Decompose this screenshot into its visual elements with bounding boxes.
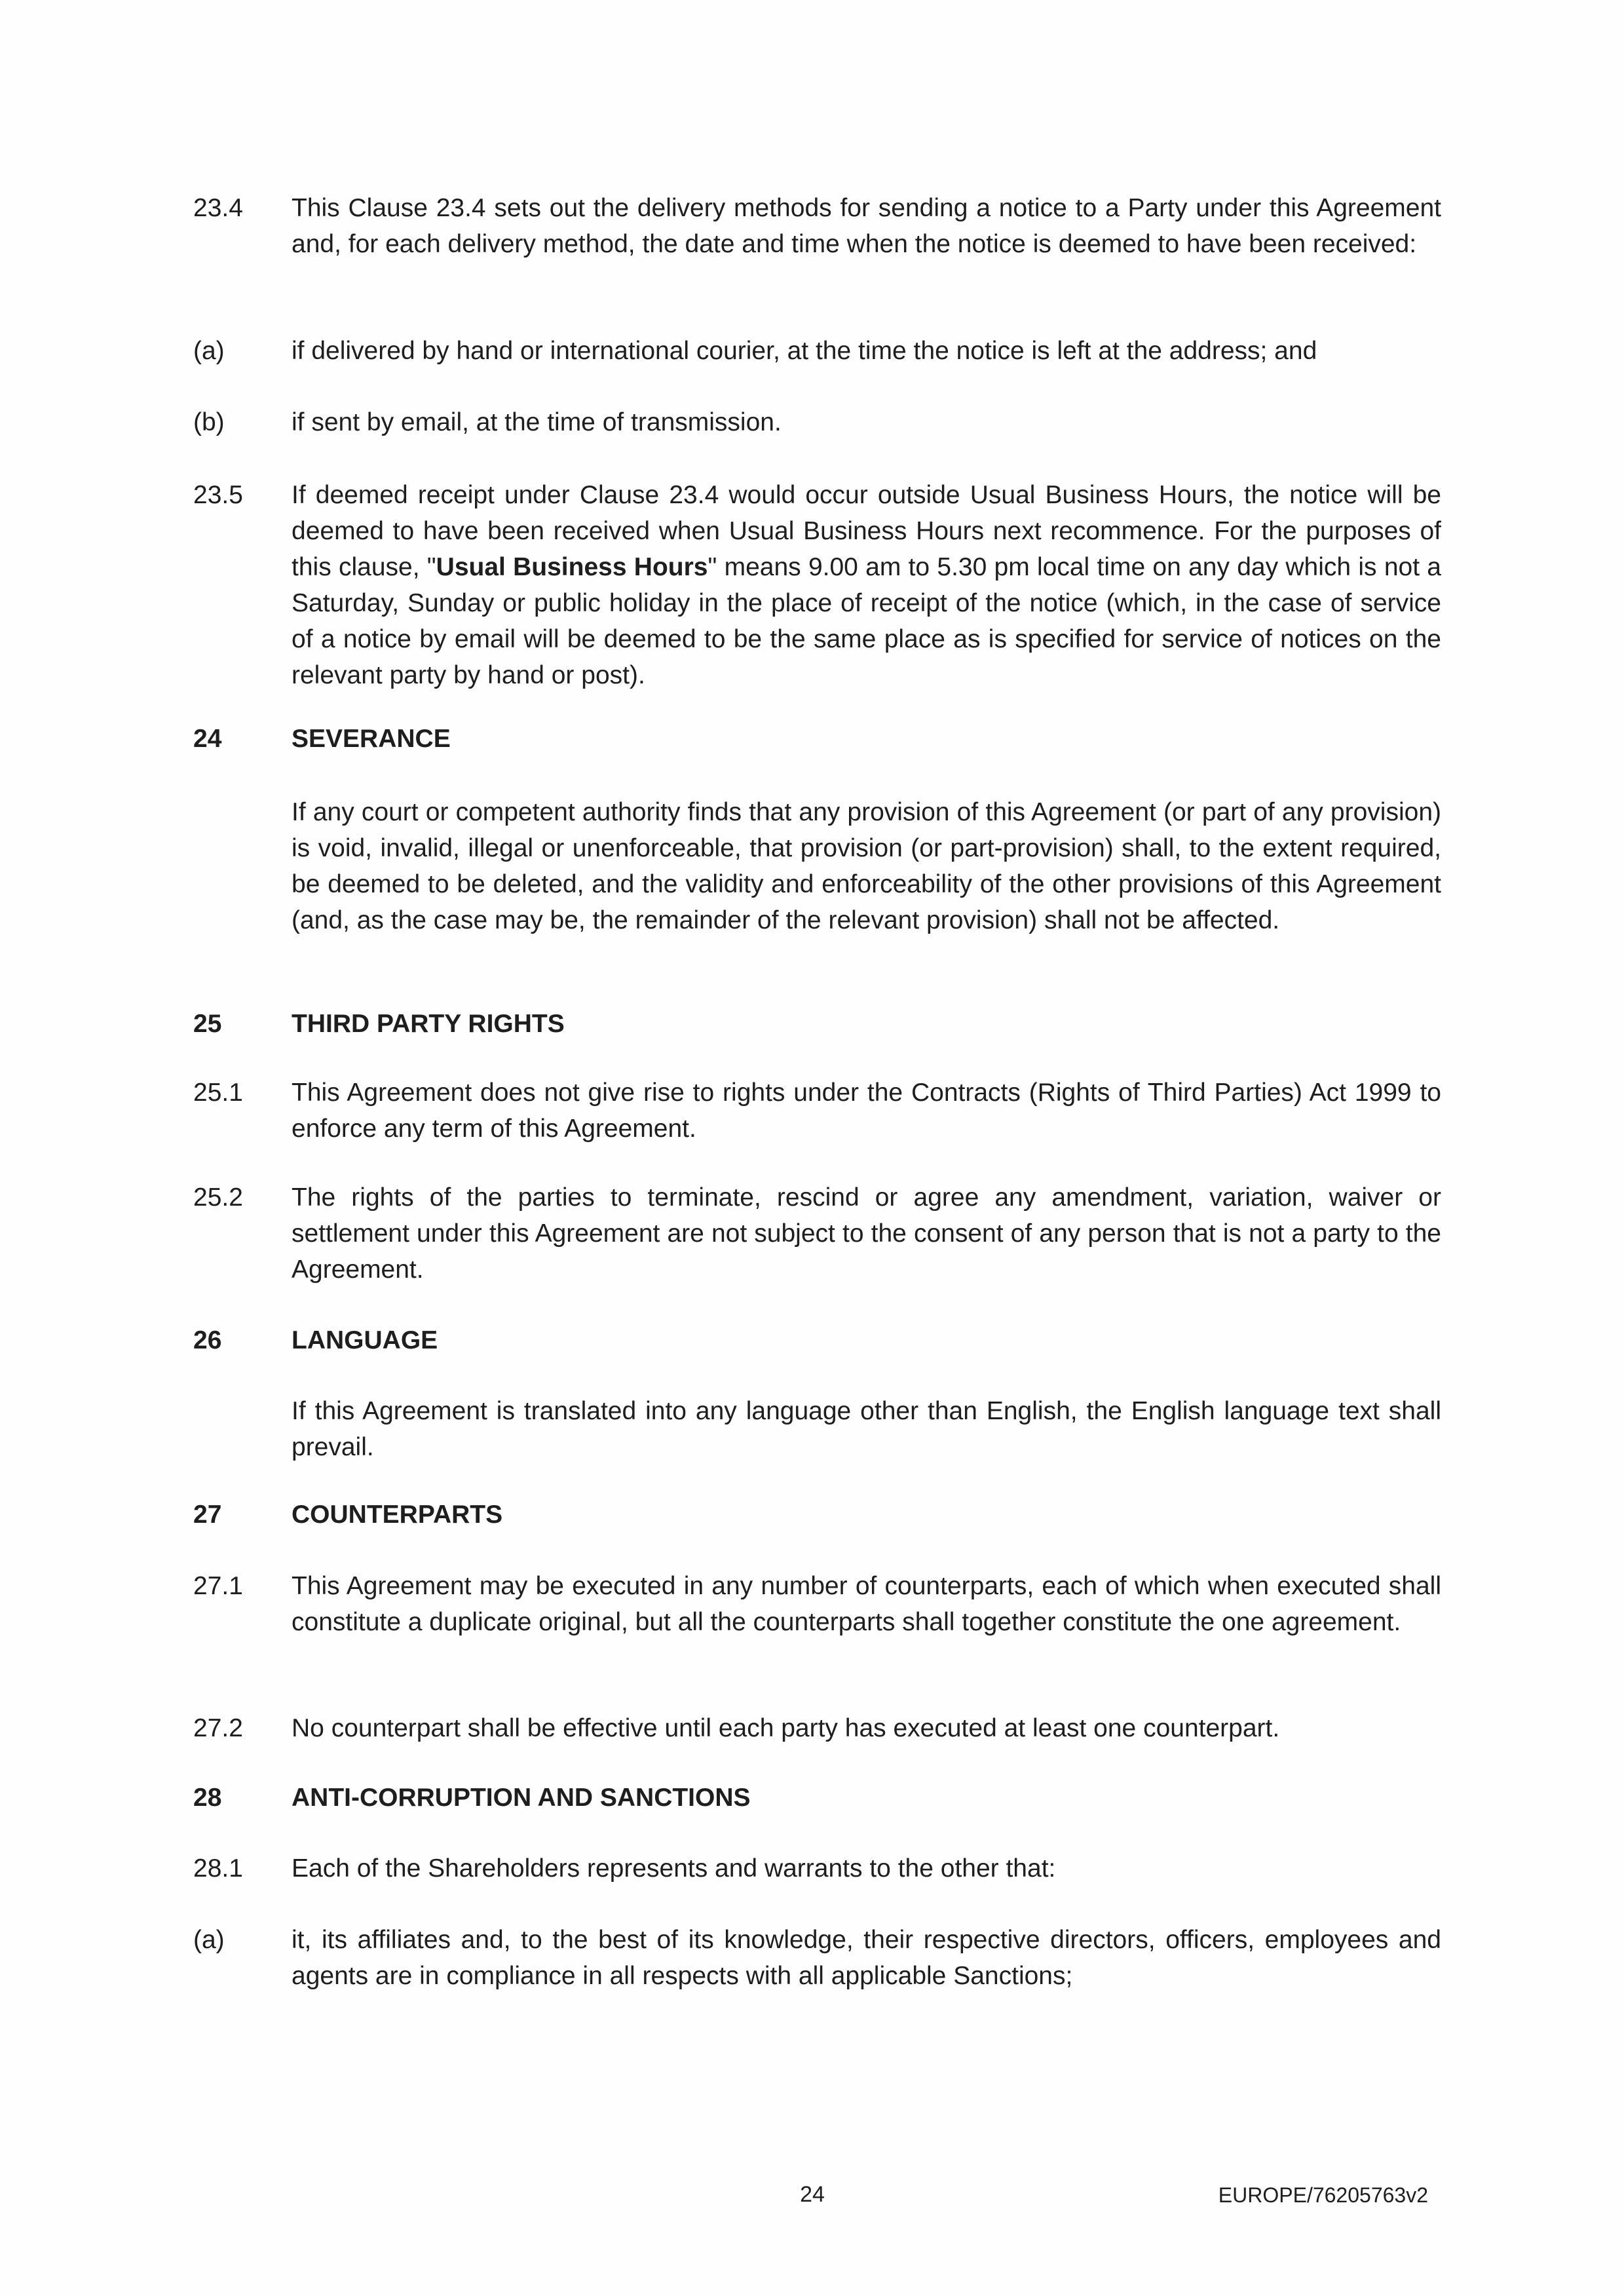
clause-27-2 <box>193 1710 1441 1746</box>
clause-23-4-a <box>193 333 1441 369</box>
clause-text <box>292 477 1441 693</box>
clause-number: (b) <box>193 408 225 436</box>
clause-text: If this Agreement is translated into any language other than English, the English language text shall prevail. <box>292 1397 1441 1461</box>
clause-number: 27.2 <box>193 1714 243 1742</box>
clause-text: If any court or competent authority finds that any provision of this Agreement (or part of any provision) is void, invalid, illegal or unenforceable, that provision (or part-provision) shall, to the extent required, be deemed to be deleted, and the validity and enforceability of the other provisions of this Agreement (and, as the case may be, the remainder of the relevant provision) shall not be affected. <box>292 798 1441 934</box>
clause-number: 25.2 <box>193 1183 243 1212</box>
heading-title: COUNTERPARTS <box>292 1501 503 1529</box>
clause-text-part: " means 9.00 am to 5.30 pm local time on any day which is not a Saturday, Sunday or public holiday in the place of receipt of the notice (which, in the case of service of a notice by email will be deemed to be the same place as is specified for service of notices on the relevant party by hand or post). <box>292 553 1441 689</box>
clause-text: This Agreement may be executed in any number of counterparts, each of which when executed shall constitute a duplicate original, but all the counterparts shall together constitute the one agreement. <box>292 1572 1441 1636</box>
clause-28-1-a <box>193 1922 1441 1994</box>
heading-number: 25 <box>193 1010 222 1038</box>
clause-number: 23.4 <box>193 194 243 222</box>
heading-25 <box>193 1006 1441 1042</box>
heading-number: 27 <box>193 1501 222 1529</box>
heading-number: 26 <box>193 1326 222 1354</box>
clause-text: No counterpart shall be effective until each party has executed at least one counterpart. <box>292 1714 1280 1742</box>
clause-text: Each of the Shareholders represents and warrants to the other that: <box>292 1854 1056 1883</box>
document-reference: EUROPE/76205763v2 <box>1218 2183 1428 2207</box>
clause-text: This Clause 23.4 sets out the delivery methods for sending a notice to a Party under this Agreement and, for each delivery method, the date and time when the notice is deemed to have been received: <box>292 194 1441 258</box>
clause-text: if sent by email, at the time of transmission. <box>292 408 782 436</box>
clause-number: (a) <box>193 337 225 365</box>
clause-number: 28.1 <box>193 1854 243 1883</box>
heading-title: SEVERANCE <box>292 725 451 753</box>
clause-text: The rights of the parties to terminate, rescind or agree any amendment, variation, waiver or settlement under this Agreement are not subject to the consent of any person that is not a party to the Agreement. <box>292 1183 1441 1284</box>
clause-25-1 <box>193 1075 1441 1147</box>
clause-text: if delivered by hand or international courier, at the time the notice is left at the address; and <box>292 337 1317 365</box>
heading-26 <box>193 1322 1441 1358</box>
heading-title: LANGUAGE <box>292 1326 438 1354</box>
clause-23-5 <box>193 477 1441 693</box>
heading-27 <box>193 1497 1441 1533</box>
page-number: 24 <box>800 2182 825 2207</box>
heading-title: THIRD PARTY RIGHTS <box>292 1010 565 1038</box>
clause-text: This Agreement does not give rise to rights under the Contracts (Rights of Third Parties) Act 1999 to enforce any term of this Agreement. <box>292 1079 1441 1143</box>
clause-24 <box>193 794 1441 938</box>
clause-28-1 <box>193 1850 1441 1886</box>
clause-26 <box>193 1393 1441 1465</box>
heading-24 <box>193 721 1441 757</box>
clause-25-2 <box>193 1179 1441 1288</box>
clause-number: (a) <box>193 1926 225 1954</box>
clause-number: 23.5 <box>193 481 243 509</box>
clause-27-1 <box>193 1568 1441 1640</box>
heading-title: ANTI-CORRUPTION AND SANCTIONS <box>292 1784 751 1812</box>
clause-text: it, its affiliates and, to the best of its knowledge, their respective directors, officers, employees and agents are in compliance in all respects with all applicable Sanctions; <box>292 1926 1441 1990</box>
defined-term: Usual Business Hours <box>436 553 708 581</box>
clause-number: 25.1 <box>193 1079 243 1107</box>
heading-number: 24 <box>193 725 222 753</box>
clause-text-part: If deemed receipt under Clause 23.4 would occur outside Usual Business Hours, the notice will be deemed to have been received when Usual Business Hours next recommence. For the purposes of this clause, " <box>292 481 1441 581</box>
heading-28 <box>193 1780 1441 1816</box>
heading-number: 28 <box>193 1784 222 1812</box>
clause-number: 27.1 <box>193 1572 243 1600</box>
clause-23-4 <box>193 190 1441 262</box>
clause-23-4-b <box>193 404 1441 440</box>
